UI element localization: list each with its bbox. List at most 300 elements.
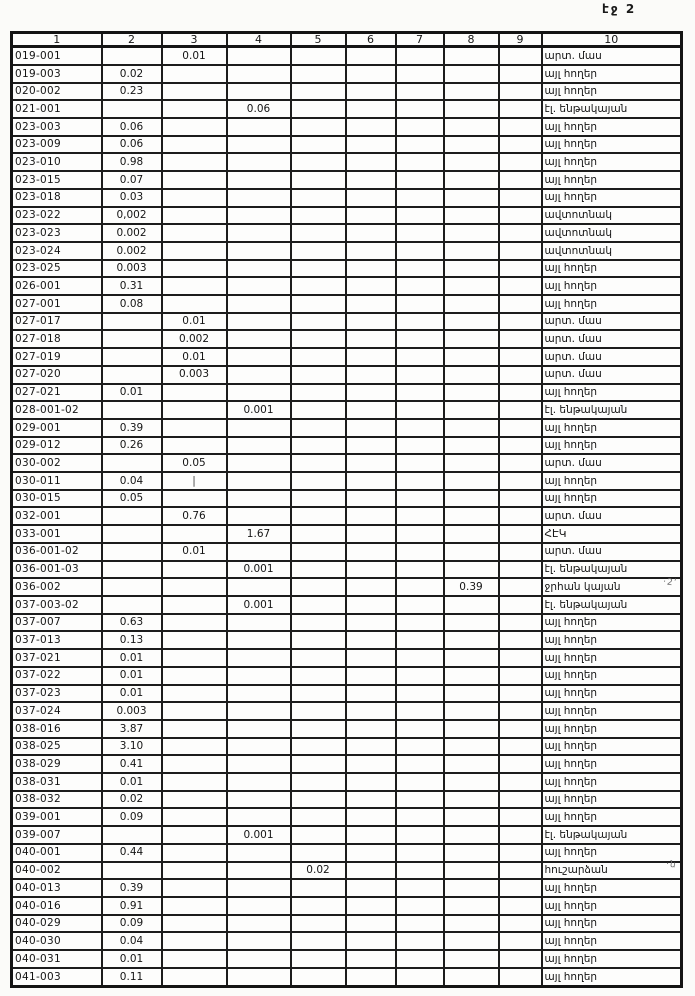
land-use-cell: էլ. ենթակայան [542,100,682,118]
value-cell [499,950,542,968]
value-cell [396,260,444,278]
parcel-code-cell: 037-021 [12,649,102,667]
value-cell [444,950,499,968]
value-cell: 0.13 [102,631,162,649]
value-cell [291,773,346,791]
value-cell: 0.04 [102,472,162,490]
parcel-code-cell: 040-030 [12,932,102,950]
value-cell [346,366,396,384]
value-cell: 0.39 [444,578,499,596]
value-cell [291,738,346,756]
value-cell [444,738,499,756]
value-cell [499,897,542,915]
value-cell: 0.41 [102,755,162,773]
value-cell [346,596,396,614]
land-use-cell: այլ հողեր [542,153,682,171]
value-cell [291,702,346,720]
value-cell [444,277,499,295]
value-cell: 0.06 [102,118,162,136]
value-cell [499,614,542,632]
value-cell [499,738,542,756]
land-use-cell: արտ. մաս [542,313,682,331]
value-cell [444,826,499,844]
value-cell: 0.01 [102,773,162,791]
land-use-cell: այլ հողեր [542,171,682,189]
value-cell [227,844,291,862]
value-cell [346,401,396,419]
table-row [12,561,682,579]
table-row [12,808,682,826]
value-cell [346,490,396,508]
parcel-code-cell: 038-025 [12,738,102,756]
value-cell [396,136,444,154]
value-cell [499,808,542,826]
value-cell [499,773,542,791]
value-cell [346,791,396,809]
table-row [12,330,682,348]
value-cell [291,171,346,189]
table-row [12,136,682,154]
value-cell [396,667,444,685]
land-use-cell: արտ. մաս [542,330,682,348]
value-cell [499,242,542,260]
value-cell [444,65,499,83]
column-header: 4 [227,33,291,47]
value-cell [346,561,396,579]
parcel-code-cell: 037-023 [12,685,102,703]
column-header: 10 [542,33,682,47]
table-row [12,614,682,632]
value-cell [444,136,499,154]
parcel-code-cell: 019-003 [12,65,102,83]
value-cell [499,171,542,189]
value-cell [291,879,346,897]
value-cell [162,437,227,455]
table-row [12,189,682,207]
value-cell: 0.01 [162,313,227,331]
value-cell: 0.44 [102,844,162,862]
value-cell [227,295,291,313]
value-cell [102,100,162,118]
parcel-code-cell: 027-019 [12,348,102,366]
value-cell [227,915,291,933]
value-cell: 0.11 [102,968,162,987]
land-use-cell: այլ հողեր [542,773,682,791]
value-cell [346,667,396,685]
value-cell [396,596,444,614]
value-cell [102,596,162,614]
value-cell [396,171,444,189]
value-cell [227,490,291,508]
parcel-code-cell: 029-012 [12,437,102,455]
value-cell [396,384,444,402]
value-cell [444,366,499,384]
value-cell [346,207,396,225]
value-cell [346,330,396,348]
value-cell [346,65,396,83]
land-use-cell: այլ հողեր [542,968,682,987]
value-cell [102,525,162,543]
land-use-cell: այլ հողեր [542,844,682,862]
value-cell [346,171,396,189]
value-cell [227,614,291,632]
value-cell [396,65,444,83]
value-cell [227,808,291,826]
value-cell [291,561,346,579]
value-cell [291,260,346,278]
table-row [12,826,682,844]
value-cell [162,950,227,968]
parcel-code-cell: 023-024 [12,242,102,260]
value-cell: 0.06 [102,136,162,154]
value-cell [162,260,227,278]
value-cell [499,649,542,667]
value-cell [499,755,542,773]
value-cell [291,897,346,915]
value-cell: 3.10 [102,738,162,756]
parcel-code-cell: 038-016 [12,720,102,738]
land-use-cell: այլ հողեր [542,915,682,933]
parcel-code-cell: 026-001 [12,277,102,295]
table-row [12,100,682,118]
value-cell [499,791,542,809]
value-cell [499,578,542,596]
value-cell [227,277,291,295]
value-cell: 0.39 [102,419,162,437]
value-cell [346,348,396,366]
value-cell [162,755,227,773]
value-cell: 0.02 [102,791,162,809]
value-cell [227,773,291,791]
value-cell [499,189,542,207]
value-cell: 0.02 [102,65,162,83]
value-cell [291,65,346,83]
table-row [12,260,682,278]
value-cell: 0.01 [102,649,162,667]
value-cell [227,667,291,685]
value-cell [291,136,346,154]
value-cell [499,454,542,472]
value-cell [162,118,227,136]
table-row [12,968,682,987]
parcel-code-cell: 039-001 [12,808,102,826]
value-cell [346,720,396,738]
table-row [12,543,682,561]
value-cell [346,738,396,756]
land-use-cell: ՀԷԿ [542,525,682,543]
value-cell [499,366,542,384]
value-cell [396,454,444,472]
value-cell [291,330,346,348]
value-cell [162,171,227,189]
value-cell [291,915,346,933]
value-cell [346,83,396,101]
land-use-cell: այլ հողեր [542,83,682,101]
value-cell [346,649,396,667]
value-cell [291,525,346,543]
land-use-cell: ավտոտնակ [542,242,682,260]
value-cell [227,118,291,136]
value-cell [162,862,227,880]
value-cell [396,313,444,331]
value-cell: 0.01 [102,667,162,685]
value-cell: 0.03 [102,189,162,207]
value-cell [499,596,542,614]
value-cell [291,578,346,596]
value-cell [396,277,444,295]
value-cell [396,950,444,968]
value-cell: 0.04 [102,932,162,950]
value-cell [102,366,162,384]
value-cell [291,401,346,419]
table-row [12,773,682,791]
value-cell [291,47,346,65]
parcel-code-cell: 037-022 [12,667,102,685]
value-cell [346,118,396,136]
value-cell [444,649,499,667]
land-use-cell: արտ. մաս [542,47,682,65]
value-cell [396,118,444,136]
column-header: 7 [396,33,444,47]
table-row [12,472,682,490]
value-cell [162,207,227,225]
value-cell [499,543,542,561]
value-cell [227,755,291,773]
value-cell [291,844,346,862]
value-cell [444,755,499,773]
parcel-code-cell: 037-003-02 [12,596,102,614]
table-row [12,897,682,915]
table-row [12,224,682,242]
value-cell: 0.91 [102,897,162,915]
value-cell: 0,002 [102,207,162,225]
value-cell [396,47,444,65]
land-use-cell: այլ հողեր [542,260,682,278]
value-cell: 0.31 [102,277,162,295]
value-cell [346,968,396,987]
value-cell [444,224,499,242]
column-header: 8 [444,33,499,47]
value-cell [499,844,542,862]
value-cell [291,224,346,242]
parcel-code-cell: 023-003 [12,118,102,136]
value-cell [227,702,291,720]
value-cell [444,153,499,171]
table-row [12,862,682,880]
parcel-code-cell: 038-032 [12,791,102,809]
value-cell [499,702,542,720]
value-cell [444,808,499,826]
value-cell [291,685,346,703]
value-cell [444,720,499,738]
value-cell [162,720,227,738]
value-cell [499,915,542,933]
value-cell [227,720,291,738]
parcel-code-cell: 027-018 [12,330,102,348]
land-use-cell: այլ հողեր [542,720,682,738]
value-cell [102,47,162,65]
value-cell [162,401,227,419]
value-cell [227,791,291,809]
parcel-code-cell: 040-016 [12,897,102,915]
value-cell [444,614,499,632]
value-cell [102,313,162,331]
value-cell [444,47,499,65]
value-cell [499,136,542,154]
land-use-cell: արտ. մաս [542,454,682,472]
land-use-cell: այլ հողեր [542,136,682,154]
table-row [12,313,682,331]
table-row [12,437,682,455]
value-cell [346,702,396,720]
value-cell [162,808,227,826]
parcel-code-cell: 040-031 [12,950,102,968]
value-cell [291,649,346,667]
value-cell [227,968,291,987]
value-cell [499,826,542,844]
value-cell [291,454,346,472]
value-cell [162,490,227,508]
value-cell [396,561,444,579]
value-cell: 0.05 [102,490,162,508]
land-use-cell: այլ հողեր [542,649,682,667]
value-cell [291,118,346,136]
land-use-cell: այլ հողեր [542,879,682,897]
value-cell [396,968,444,987]
table-row [12,720,682,738]
value-cell [291,153,346,171]
parcel-code-cell: 027-001 [12,295,102,313]
value-cell [444,472,499,490]
table-row [12,207,682,225]
land-use-cell: այլ հողեր [542,277,682,295]
value-cell [396,614,444,632]
value-cell [444,454,499,472]
value-cell [162,915,227,933]
value-cell: | [162,472,227,490]
value-cell [227,47,291,65]
value-cell [396,755,444,773]
parcel-code-cell: 036-001-03 [12,561,102,579]
table-row [12,242,682,260]
value-cell [227,171,291,189]
value-cell [444,561,499,579]
value-cell [291,366,346,384]
value-cell [444,490,499,508]
value-cell [396,490,444,508]
value-cell [227,932,291,950]
table-row [12,738,682,756]
table-row [12,153,682,171]
value-cell: 0.02 [291,862,346,880]
value-cell [162,702,227,720]
value-cell: 0.01 [102,685,162,703]
value-cell [396,862,444,880]
value-cell [346,578,396,596]
value-cell [444,437,499,455]
value-cell [291,384,346,402]
value-cell [291,950,346,968]
land-use-cell: այլ հողեր [542,472,682,490]
value-cell [162,897,227,915]
value-cell [162,224,227,242]
value-cell [227,950,291,968]
value-cell [162,100,227,118]
parcel-code-cell: 039-007 [12,826,102,844]
value-cell [162,773,227,791]
value-cell [291,189,346,207]
value-cell [291,667,346,685]
value-cell [162,879,227,897]
land-use-cell: այլ հողեր [542,490,682,508]
value-cell [499,720,542,738]
value-cell [291,295,346,313]
value-cell [444,295,499,313]
value-cell [346,472,396,490]
value-cell [444,897,499,915]
value-cell [291,791,346,809]
value-cell [499,879,542,897]
value-cell [162,136,227,154]
value-cell [346,384,396,402]
value-cell [291,543,346,561]
land-use-cell: այլ հողեր [542,295,682,313]
value-cell [162,932,227,950]
value-cell: 0.05 [162,454,227,472]
value-cell [346,189,396,207]
value-cell [291,313,346,331]
value-cell: 0.01 [162,543,227,561]
parcel-code-cell: 041-003 [12,968,102,987]
value-cell [396,330,444,348]
value-cell: 0.01 [102,950,162,968]
value-cell [346,915,396,933]
value-cell [102,454,162,472]
value-cell: 0.001 [227,401,291,419]
value-cell [396,879,444,897]
value-cell [499,968,542,987]
parcel-code-cell: 040-029 [12,915,102,933]
value-cell [346,614,396,632]
table-row [12,401,682,419]
value-cell: 0.001 [227,596,291,614]
land-use-cell: այլ հողեր [542,384,682,402]
table-row [12,950,682,968]
value-cell [444,862,499,880]
value-cell [396,224,444,242]
table-row [12,755,682,773]
value-cell [162,561,227,579]
value-cell [499,631,542,649]
value-cell [162,83,227,101]
value-cell [396,543,444,561]
value-cell [396,932,444,950]
value-cell [444,401,499,419]
value-cell [444,189,499,207]
value-cell [499,47,542,65]
parcel-code-cell: 040-001 [12,844,102,862]
land-use-cell: այլ հողեր [542,755,682,773]
value-cell [162,791,227,809]
value-cell [396,897,444,915]
value-cell [227,260,291,278]
value-cell [227,224,291,242]
value-cell [346,100,396,118]
value-cell [227,897,291,915]
value-cell [227,879,291,897]
value-cell [444,171,499,189]
value-cell [499,525,542,543]
